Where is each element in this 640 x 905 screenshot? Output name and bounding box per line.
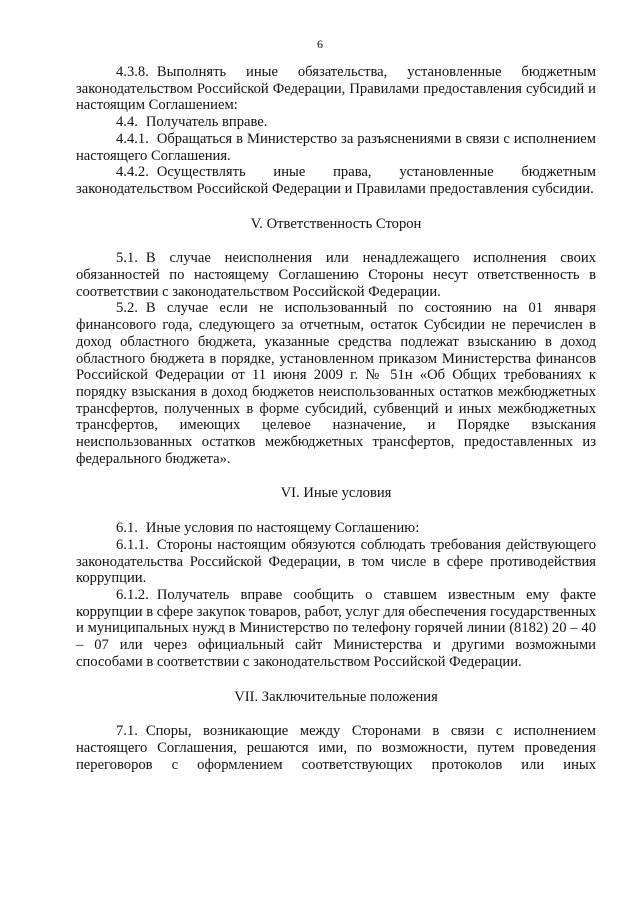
paragraph-text: Стороны настоящим обязуются соблюдать требования действующего законодательства Российской Федерации, в том числе в сфере противодействия коррупции. — [76, 536, 596, 587]
paragraph-4-3-8 — [76, 64, 596, 114]
paragraph-number: 7.1. — [116, 723, 138, 740]
paragraph-number: 5.1. — [116, 250, 138, 267]
paragraph-number: 6.1.2. — [116, 586, 149, 603]
paragraph-text: Осуществлять иные права, установленные бюджетным законодательством Российской Федерации и Правилами предоставления субсидии. — [76, 164, 596, 197]
paragraph-6-1 — [76, 520, 596, 537]
paragraph-4-4-1 — [76, 131, 596, 164]
paragraph-text: Иные условия по настоящему Соглашению: — [145, 520, 420, 537]
paragraph-6-1-2 — [76, 587, 596, 671]
paragraph-4-4-2 — [76, 164, 596, 197]
paragraph-4-4 — [76, 114, 596, 131]
paragraph-text: Обращаться в Министерство за разъяснениями в связи с исполнением настоящего Соглашения. — [76, 130, 596, 164]
section-heading-6: VI. Иные условия — [280, 485, 392, 502]
paragraph-text: Получатель вправе сообщить о ставшем известным ему факте коррупции в сфере закупок товаров, работ, услуг для обеспечения государственных и муниципальных нужд в Министерство по телефону горячей линии (8182) 20 – 40 – 07 или через официальный сайт Министерства и другими возможными способами в соответствии с законодательством Российской Федерации. — [76, 586, 597, 670]
paragraph-number: 4.3.8. — [116, 64, 149, 80]
paragraph-number: 6.1. — [116, 520, 138, 537]
paragraph-text: В случае если не использованный по состоянию на 01 января финансового года, следующего за отчетным, остаток Субсидии не перечислен в доход областного бюджета, указанные средства подлежат взысканию в доход областного бюджета в порядке, установленном приказом Министерства финансов Российской Федерации от 11 июня 2009 г. № 51н «Об Общих требованиях к порядку взыскания в доход бюджетов неиспользованных остатков межбюджетных трансфертов, полученных в форме субсидий, субвенций и иных межбюджетных трансфертов, имеющих целевое назначение, и Порядке взыскания неиспользованных остатков межбюджетных трансфертов, предоставленных из федерального бюджета». — [76, 300, 596, 467]
paragraph-number: 5.2. — [116, 300, 138, 317]
paragraph-7-1 — [76, 723, 596, 773]
paragraph-text: В случае неисполнения или ненадлежащего исполнения своих обязанностей по настоящему Соглашению Стороны несут ответственность в соответствии с законодательством Российской Федерации. — [76, 250, 596, 300]
paragraph-text: Получатель вправе. — [145, 114, 268, 131]
paragraph-6-1-1 — [76, 537, 596, 587]
paragraph-number: 6.1.1. — [116, 536, 149, 553]
document-body — [76, 64, 596, 773]
paragraph-number: 4.4.1. — [116, 130, 149, 147]
paragraph-5-2 — [76, 300, 596, 467]
paragraph-text: Выполнять иные обязательства, установленные бюджетным законодательством Российской Федерации, Правилами предоставления субсидий и настоящим Соглашением: — [76, 64, 596, 114]
paragraph-number: 4.4. — [116, 114, 138, 131]
section-heading-5: V. Ответственность Сторон — [250, 215, 422, 232]
paragraph-number: 4.4.2. — [116, 164, 149, 181]
paragraph-text: Споры, возникающие между Сторонами в связи с исполнением настоящего Соглашения, решаются ими, по возможности, путем проведения переговоров с оформлением соответствующих протоколов или иных — [76, 723, 596, 773]
paragraph-5-1 — [76, 250, 596, 300]
page-number: 6 — [317, 37, 323, 51]
section-heading-7: VII. Заключительные положения — [234, 688, 438, 705]
